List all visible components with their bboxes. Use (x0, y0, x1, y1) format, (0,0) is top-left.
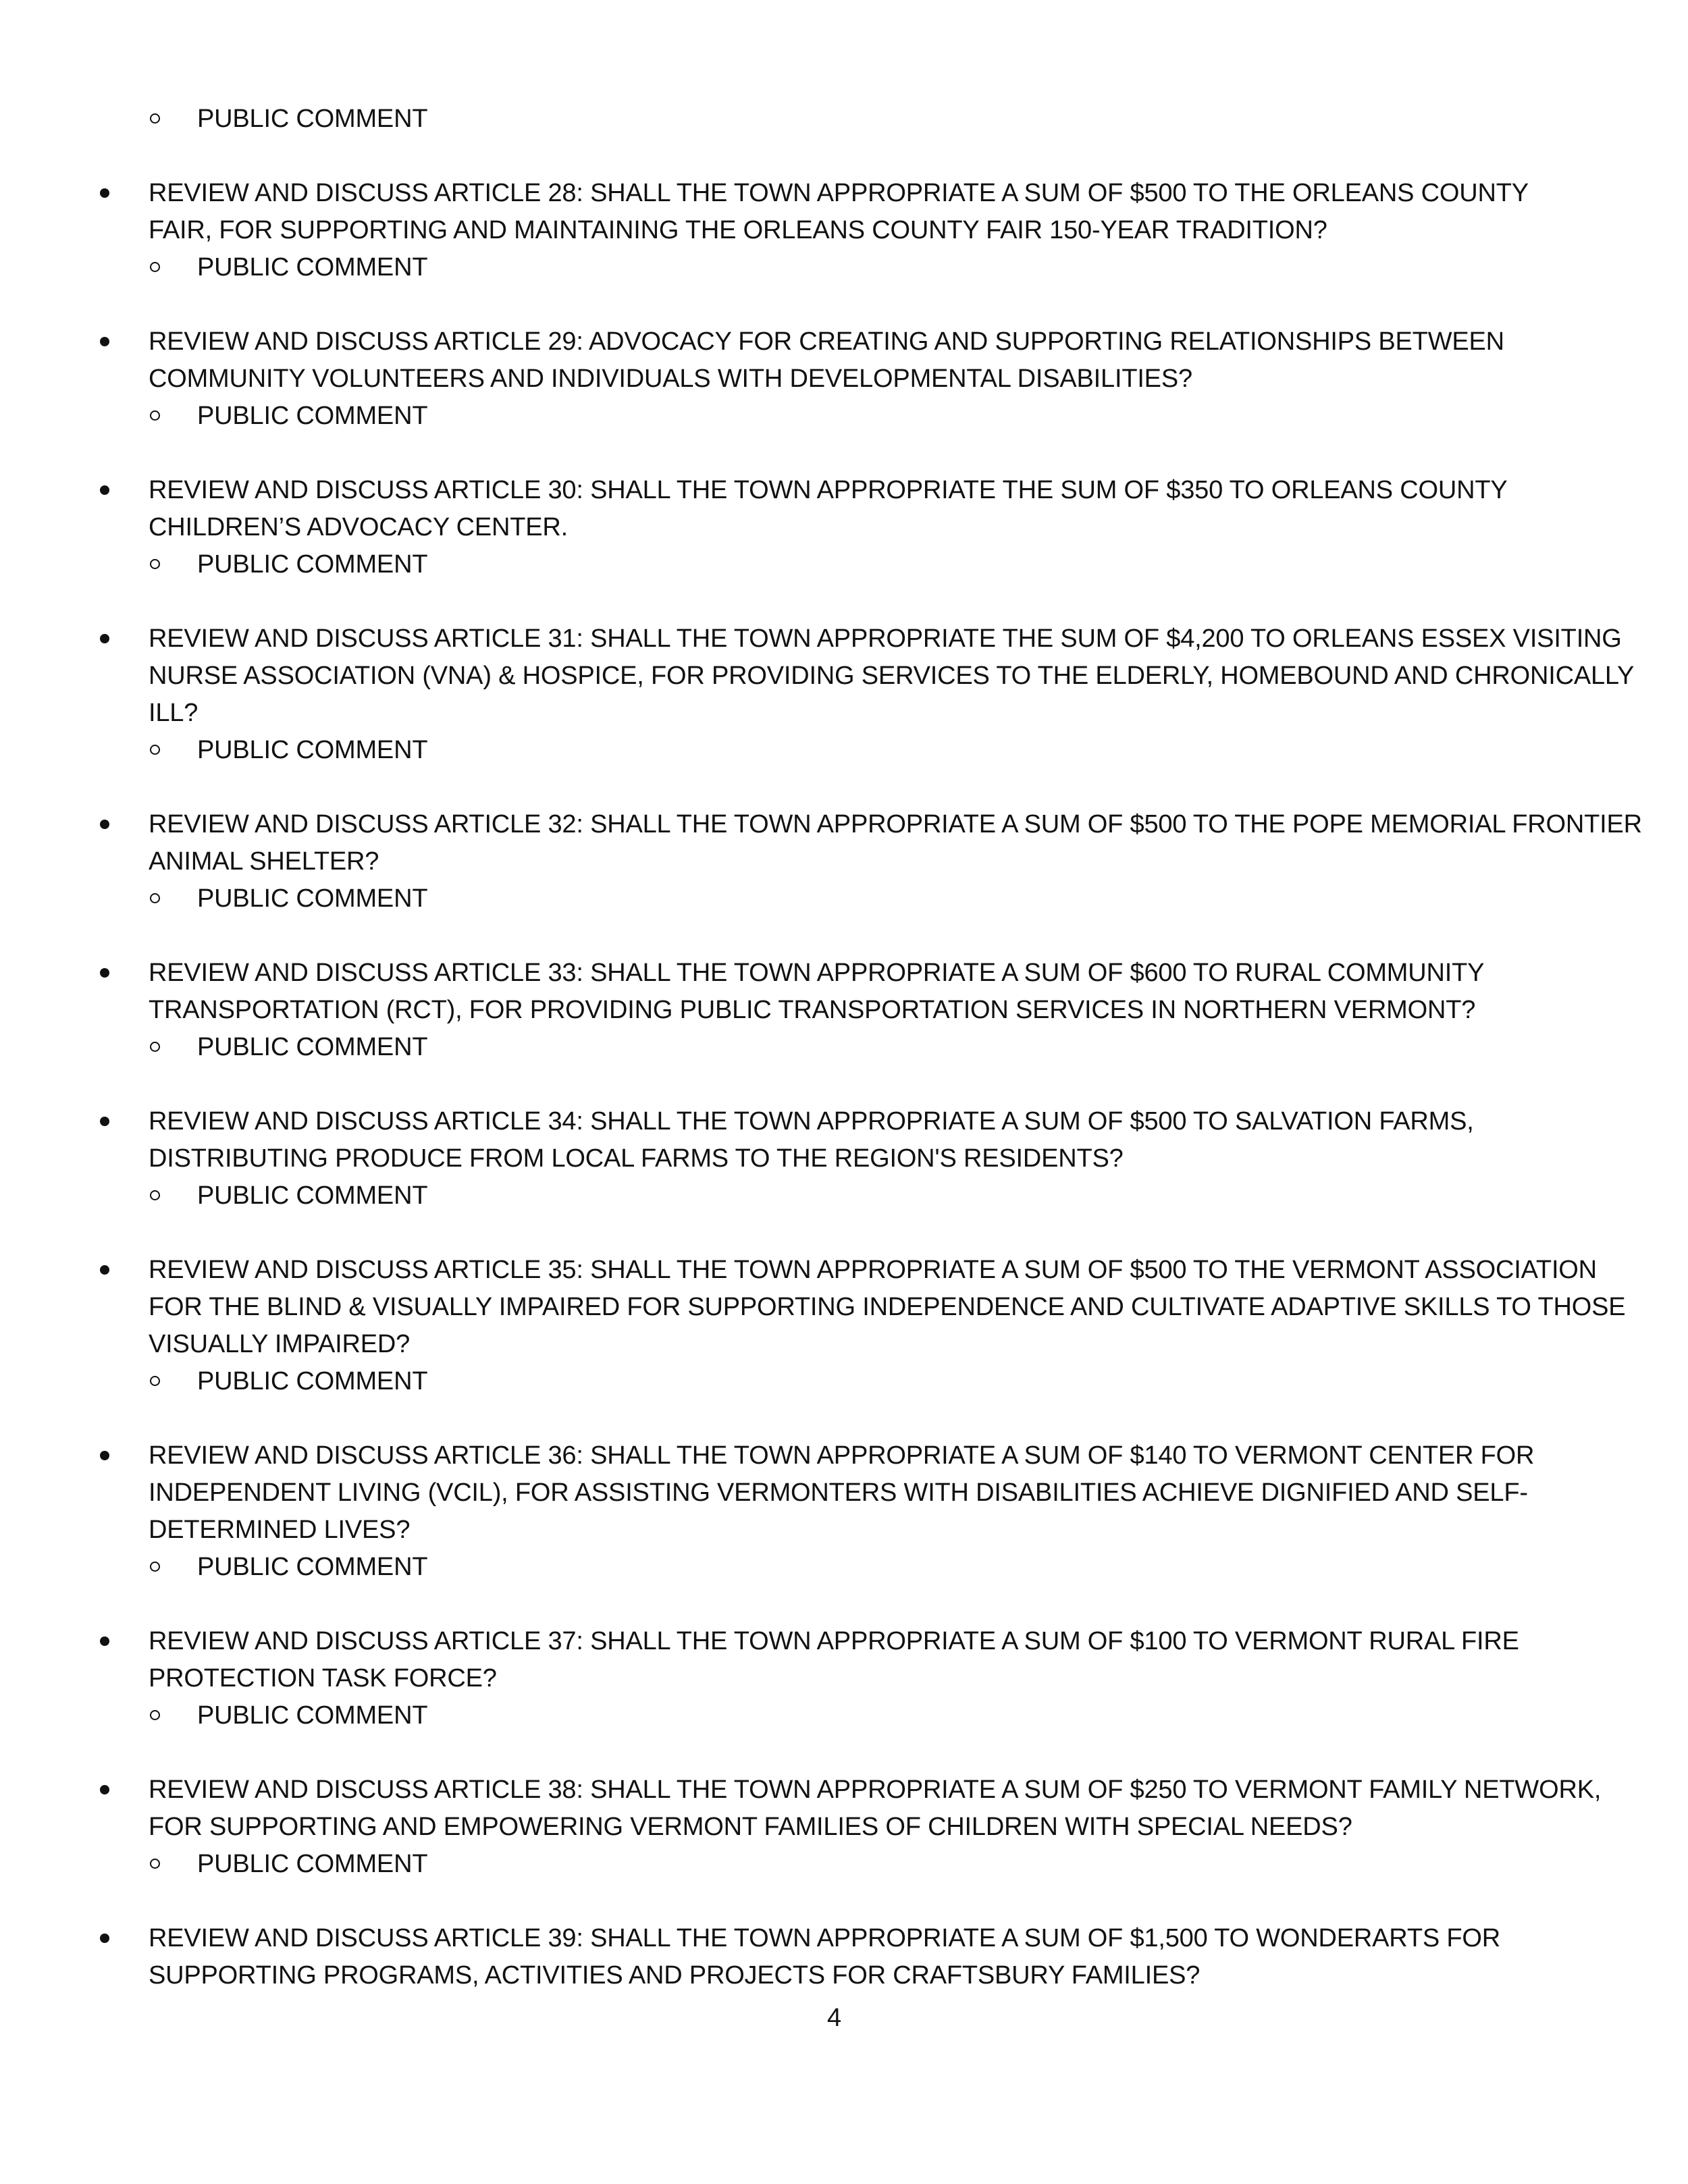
article-line: VISUALLY IMPAIRED? (149, 1330, 411, 1358)
article-line: SUPPORTING PROGRAMS, ACTIVITIES AND PROJECTS FOR CRAFTSBURY FAMILIES? (149, 1961, 1201, 1990)
hollow-bullet-icon (150, 410, 160, 421)
public-comment-label: PUBLIC COMMENT (197, 105, 428, 133)
bullet-icon (100, 1117, 109, 1126)
article-line: REVIEW AND DISCUSS ARTICLE 28: SHALL THE TOWN APPROPRIATE A SUM OF $500 TO THE ORLEANS COUNTY (149, 179, 1529, 207)
public-comment-label: PUBLIC COMMENT (197, 253, 428, 282)
public-comment-label: PUBLIC COMMENT (197, 884, 428, 913)
article-line: FAIR, FOR SUPPORTING AND MAINTAINING THE ORLEANS COUNTY FAIR 150-YEAR TRADITION? (149, 216, 1327, 244)
hollow-bullet-icon (150, 1376, 160, 1386)
article-text (149, 806, 1642, 880)
public-comment-label: PUBLIC COMMENT (197, 1033, 428, 1061)
article-line: REVIEW AND DISCUSS ARTICLE 31: SHALL THE TOWN APPROPRIATE THE SUM OF $4,200 TO ORLEANS ESSEX VISITING (149, 624, 1622, 653)
article-text (149, 1920, 1634, 1994)
article-line: REVIEW AND DISCUSS ARTICLE 32: SHALL THE TOWN APPROPRIATE A SUM OF $500 TO THE POPE MEMORIAL FRONTIER (149, 810, 1642, 838)
bullet-icon (100, 820, 109, 829)
bullet-icon (100, 188, 109, 198)
article-text (149, 175, 1634, 249)
article-line: REVIEW AND DISCUSS ARTICLE 39: SHALL THE TOWN APPROPRIATE A SUM OF $1,500 TO WONDERARTS FOR (149, 1924, 1500, 1952)
bullet-icon (100, 1636, 109, 1646)
article-line: INDEPENDENT LIVING (VCIL), FOR ASSISTING VERMONTERS WITH DISABILITIES ACHIEVE DIGNIFIED AND SELF- (149, 1479, 1528, 1507)
article-line: REVIEW AND DISCUSS ARTICLE 33: SHALL THE TOWN APPROPRIATE A SUM OF $600 TO RURAL COMMUNITY (149, 959, 1485, 987)
bullet-icon (100, 337, 109, 346)
public-comment-label: PUBLIC COMMENT (197, 1553, 428, 1581)
hollow-bullet-icon (150, 1190, 160, 1200)
article-line: REVIEW AND DISCUSS ARTICLE 35: SHALL THE TOWN APPROPRIATE A SUM OF $500 TO THE VERMONT ASSOCIATION (149, 1256, 1597, 1284)
article-line: COMMUNITY VOLUNTEERS AND INDIVIDUALS WITH DEVELOPMENTAL DISABILITIES? (149, 365, 1192, 393)
hollow-bullet-icon (150, 113, 160, 124)
bullet-icon (100, 1934, 109, 1943)
article-line: DETERMINED LIVES? (149, 1516, 411, 1544)
article-line: FOR SUPPORTING AND EMPOWERING VERMONT FAMILIES OF CHILDREN WITH SPECIAL NEEDS? (149, 1813, 1352, 1841)
hollow-bullet-icon (150, 1042, 160, 1052)
public-comment-label: PUBLIC COMMENT (197, 1850, 428, 1878)
article-line: TRANSPORTATION (RCT), FOR PROVIDING PUBLIC TRANSPORTATION SERVICES IN NORTHERN VERMONT? (149, 996, 1476, 1024)
article-line: DISTRIBUTING PRODUCE FROM LOCAL FARMS TO THE REGION'S RESIDENTS? (149, 1144, 1124, 1173)
hollow-bullet-icon (150, 1710, 160, 1720)
article-text (149, 1437, 1634, 1549)
article-line: REVIEW AND DISCUSS ARTICLE 37: SHALL THE TOWN APPROPRIATE A SUM OF $100 TO VERMONT RURAL FIRE (149, 1627, 1519, 1655)
bullet-icon (100, 485, 109, 495)
article-line: PROTECTION TASK FORCE? (149, 1664, 497, 1693)
article-line: REVIEW AND DISCUSS ARTICLE 30: SHALL THE TOWN APPROPRIATE THE SUM OF $350 TO ORLEANS COUNTY (149, 476, 1508, 504)
public-comment-label: PUBLIC COMMENT (197, 736, 428, 764)
page-number: 4 (827, 2004, 841, 2032)
hollow-bullet-icon (150, 745, 160, 755)
bullet-icon (100, 1451, 109, 1460)
article-text (149, 323, 1634, 398)
public-comment-label: PUBLIC COMMENT (197, 550, 428, 579)
article-text (149, 1252, 1634, 1363)
article-line: REVIEW AND DISCUSS ARTICLE 34: SHALL THE TOWN APPROPRIATE A SUM OF $500 TO SALVATION FARMS, (149, 1107, 1474, 1136)
article-line: ILL? (149, 699, 199, 727)
bullet-icon (100, 968, 109, 978)
bullet-icon (100, 1785, 109, 1794)
hollow-bullet-icon (150, 1562, 160, 1572)
article-text (149, 472, 1634, 546)
hollow-bullet-icon (150, 893, 160, 903)
bullet-icon (100, 1265, 109, 1275)
hollow-bullet-icon (150, 559, 160, 569)
article-line: REVIEW AND DISCUSS ARTICLE 38: SHALL THE TOWN APPROPRIATE A SUM OF $250 TO VERMONT FAMILY NETWORK, (149, 1776, 1602, 1804)
article-line: REVIEW AND DISCUSS ARTICLE 29: ADVOCACY FOR CREATING AND SUPPORTING RELATIONSHIPS BETWEEN (149, 327, 1504, 356)
public-comment-label: PUBLIC COMMENT (197, 402, 428, 430)
article-line: REVIEW AND DISCUSS ARTICLE 36: SHALL THE TOWN APPROPRIATE A SUM OF $140 TO VERMONT CENTER FOR (149, 1441, 1535, 1470)
article-text (149, 1103, 1634, 1177)
public-comment-label: PUBLIC COMMENT (197, 1367, 428, 1395)
article-text (149, 955, 1634, 1029)
public-comment-label: PUBLIC COMMENT (197, 1181, 428, 1210)
public-comment-label: PUBLIC COMMENT (197, 1701, 428, 1730)
hollow-bullet-icon (150, 1859, 160, 1869)
article-line: ANIMAL SHELTER? (149, 847, 379, 876)
bullet-icon (100, 634, 109, 643)
article-text (149, 620, 1634, 732)
article-text (149, 1772, 1634, 1846)
article-text (149, 1623, 1634, 1697)
article-line: FOR THE BLIND & VISUALLY IMPAIRED FOR SUPPORTING INDEPENDENCE AND CULTIVATE ADAPTIVE SKILLS TO THOSE (149, 1293, 1626, 1321)
hollow-bullet-icon (150, 262, 160, 272)
article-line: NURSE ASSOCIATION (VNA) & HOSPICE, FOR PROVIDING SERVICES TO THE ELDERLY, HOMEBOUND AND CHRONICALLY (149, 662, 1635, 690)
article-line: CHILDREN’S ADVOCACY CENTER. (149, 513, 569, 541)
